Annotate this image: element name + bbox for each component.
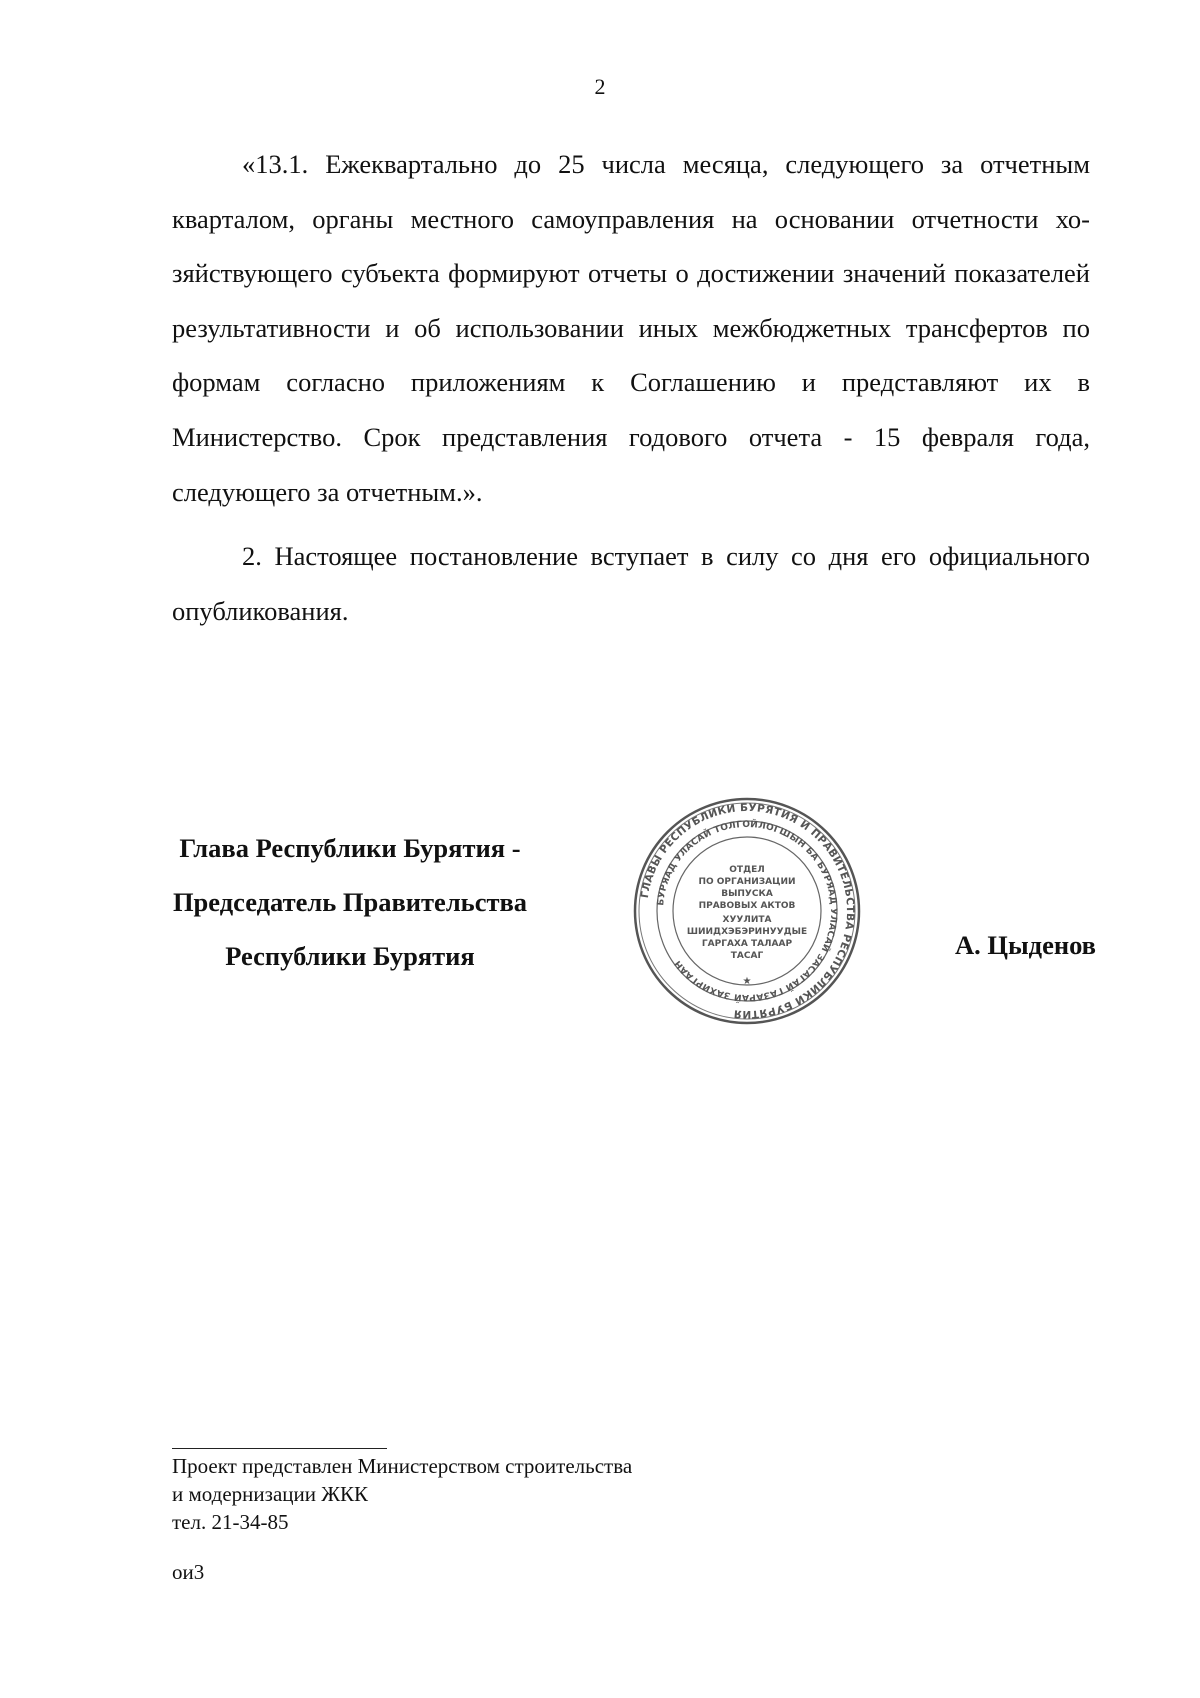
document-code: ои3: [172, 1560, 205, 1584]
seal-star-icon: ★: [742, 976, 752, 987]
seal-center-line: ПО ОРГАНИЗАЦИИ: [698, 877, 796, 887]
seal-inner-text: БУРЯАД УЛАСАЙ ТОЛГОЙЛОГШЫН БА БУРЯАД УЛАСАЙ ЗАСАГАЙ ГАЗАРАЙ ЗАХИРГААН: [656, 819, 839, 1003]
signatory-title: [150, 821, 550, 983]
signatory-name: А. Цыденов: [954, 930, 1096, 960]
signatory-title-line: Республики Бурятия: [225, 941, 475, 971]
seal-center-line: ПРАВОВЫХ АКТОВ: [698, 901, 796, 911]
signatory-title-line: Глава Республики Бурятия -: [179, 833, 521, 863]
seal-outer-text: ГЛАВЫ РЕСПУБЛИКИ БУРЯТИЯ И ПРАВИТЕЛЬСТВА РЕСПУБЛИКИ БУРЯТИЯ: [638, 801, 857, 1021]
paragraph-clause-13-1: «13.1. Ежеквартально до 25 числа месяца, следующего за отчетным кварталом, органы местного самоуправления на основании отчетности хозяйствующего субъекта формируют отчеты о достижении значений показателей результативности и об использовании иных межбюджетных трансфертов по формам согласно приложениям к Соглашению и представляют их в Министерство. Срок представления годового отчета - 15 февраля года, следующего за отчетным.».: [172, 149, 1090, 507]
paragraph-effective-date: 2. Настоящее постановление вступает в силу со дня его официального опубликования.: [172, 541, 1090, 626]
seal-center-line: ХУУЛИТА: [722, 915, 772, 925]
seal-center-line: ТАСАГ: [730, 951, 764, 961]
footnote-line: и модернизации ЖКК: [172, 1482, 369, 1506]
seal-center-line: ВЫПУСКА: [721, 889, 773, 899]
footnote-divider: [172, 1448, 387, 1449]
footnote: [172, 1452, 632, 1536]
seal-center-line: ГАРГАХА ТАЛААР: [701, 939, 793, 949]
footnote-line: Проект представлен Министерством строительства: [172, 1454, 633, 1478]
official-seal-stamp: [632, 796, 862, 1026]
signatory-title-line: Председатель Правительства: [172, 887, 528, 917]
seal-center-line: ШИИДХЭБЭРИНУУДЫЕ: [686, 927, 808, 937]
footnote-line: тел. 21-34-85: [172, 1510, 289, 1534]
seal-center-line: ОТДЕЛ: [729, 865, 765, 875]
page-number: 2: [594, 74, 606, 99]
